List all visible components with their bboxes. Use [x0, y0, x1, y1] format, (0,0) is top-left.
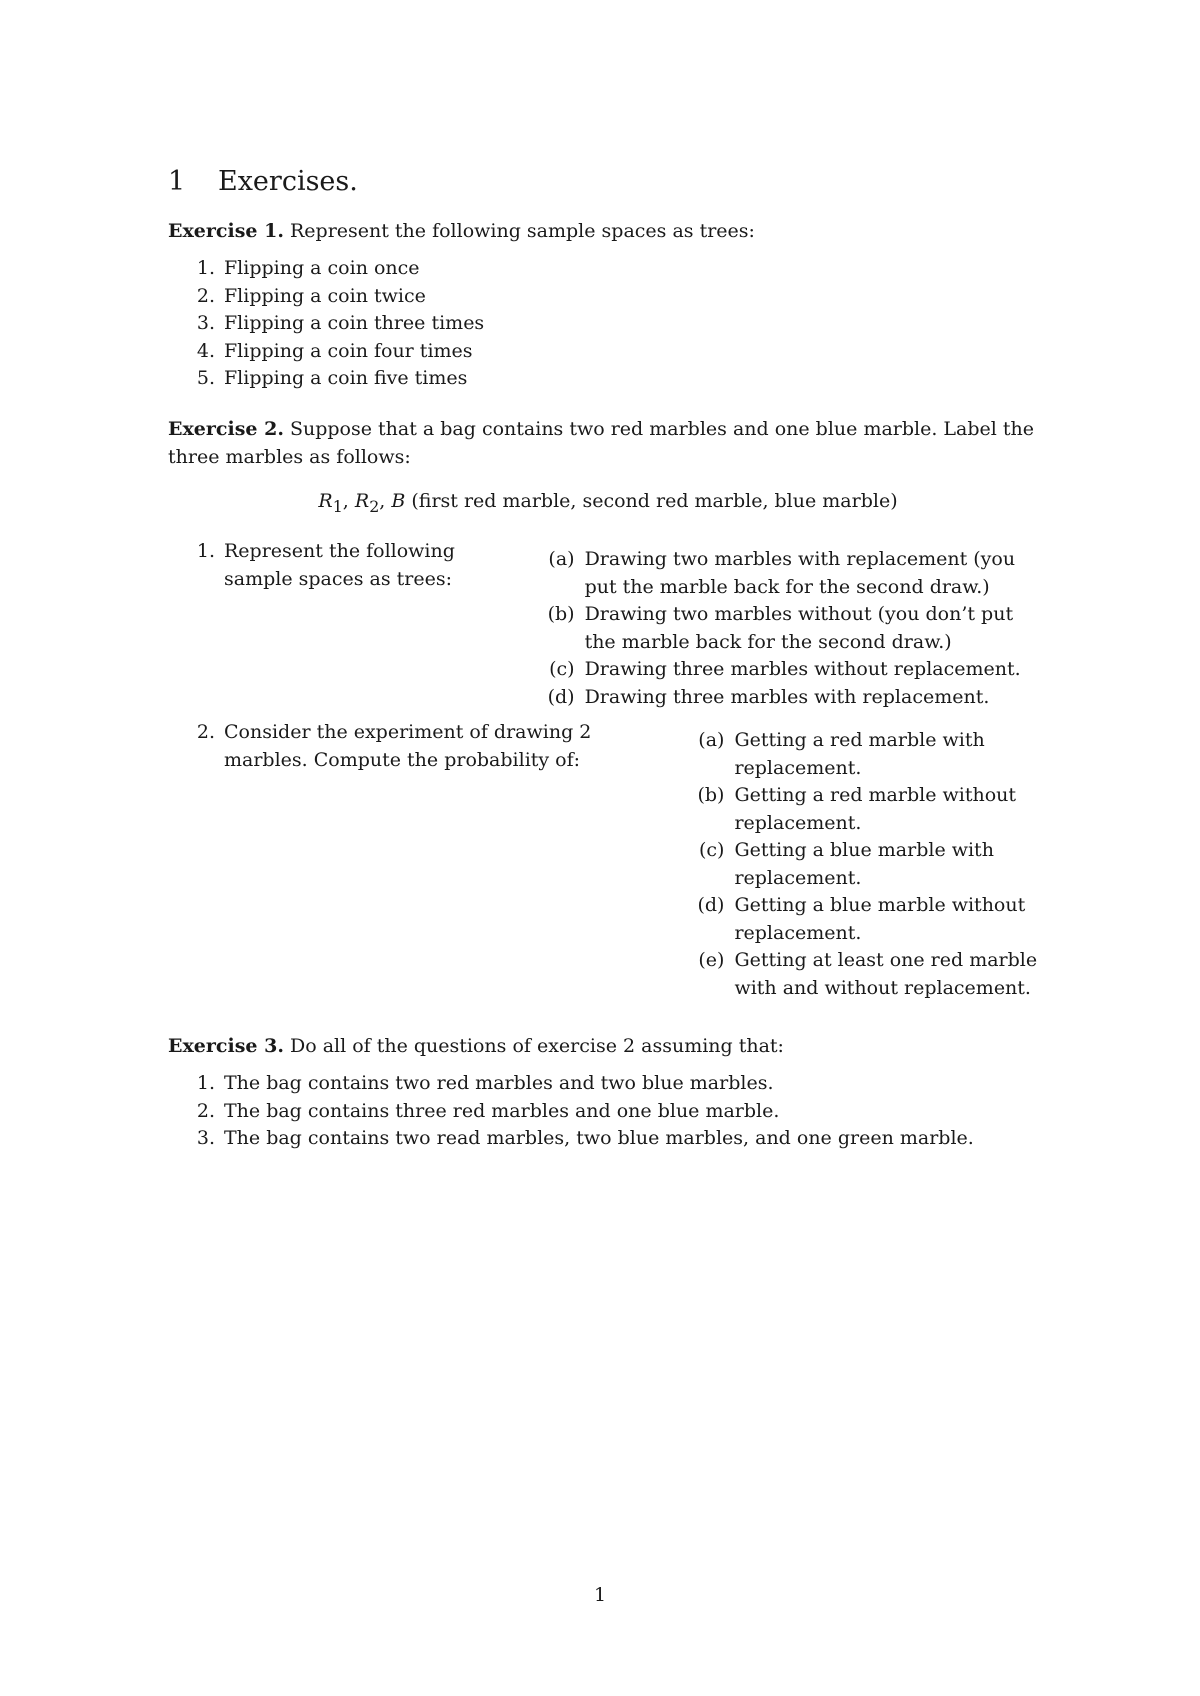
sub-item-text: Drawing two marbles without (you don’t put the marble back for the second draw.) — [584, 603, 1014, 653]
item-text: Flipping a coin twice — [224, 284, 426, 307]
item-text: Flipping a coin once — [224, 257, 420, 279]
section-heading — [168, 166, 1048, 197]
sublist-item — [481, 546, 1048, 601]
sublist-item — [630, 727, 1048, 782]
list-item — [168, 338, 1048, 366]
list-item — [168, 310, 1048, 338]
exercise-2-part-2-sublist — [630, 727, 1048, 1002]
exercise-1-text: Represent the following sample spaces as trees: — [283, 220, 755, 242]
sublist-item — [481, 601, 1048, 656]
exercise-2-list — [168, 538, 1048, 1010]
sub-item-number: (b) — [697, 784, 725, 807]
list-item — [168, 283, 1048, 311]
section-number: 1 — [168, 166, 186, 197]
item-text: Represent the following sample spaces as trees: — [224, 540, 455, 590]
sub-item-number: (c) — [549, 658, 575, 681]
sublist-item — [630, 947, 1048, 1002]
sublist-item — [481, 656, 1048, 684]
list-item — [168, 1125, 1048, 1153]
sublist-item — [481, 684, 1048, 712]
item-number: 3. — [196, 1127, 215, 1150]
sub-item-text: Getting a blue marble with replacement. — [734, 839, 994, 889]
exercise-1-label: Exercise 1. — [168, 220, 284, 242]
page-content — [168, 166, 1048, 1163]
exercise-3 — [168, 1032, 1048, 1060]
item-number: 2. — [196, 284, 215, 307]
list-item — [168, 365, 1048, 393]
sublist-item — [630, 892, 1048, 947]
item-number: 3. — [196, 312, 215, 334]
sub-item-text: Drawing three marbles with replacement. — [584, 685, 990, 708]
math-r1: R — [318, 489, 333, 512]
list-item — [168, 1098, 1048, 1126]
item-number: 2. — [196, 721, 215, 744]
math-r2-subscript: 2 — [369, 496, 380, 516]
section-title: Exercises. — [218, 166, 358, 197]
sub-item-number: (d) — [547, 685, 575, 708]
sub-item-text: Getting a red marble with replacement. — [734, 729, 985, 779]
page-number: 1 — [593, 1584, 607, 1606]
item-number: 1. — [196, 540, 215, 563]
item-text: Flipping a coin five times — [224, 367, 468, 389]
exercise-3-list — [168, 1070, 1048, 1153]
exercise-3-label: Exercise 3. — [168, 1035, 284, 1058]
sub-item-text: Getting a red marble without replacement. — [734, 784, 1017, 834]
exercise-1-list — [168, 255, 1048, 393]
math-description: (first red marble, second red marble, blue marble) — [411, 489, 898, 512]
math-b: B — [391, 489, 406, 512]
sub-item-text: Getting a blue marble without replacement. — [734, 894, 1026, 944]
math-r1-subscript: 1 — [332, 496, 343, 516]
exercise-2-label: Exercise 2. — [168, 417, 284, 440]
item-text: Flipping a coin three times — [224, 312, 485, 334]
math-r2: R — [354, 489, 370, 512]
sublist-item — [630, 837, 1048, 892]
list-item — [168, 719, 1048, 1010]
item-text: The bag contains two read marbles, two blue marbles, and one green marble. — [224, 1127, 974, 1150]
list-item — [168, 538, 1048, 719]
item-number: 2. — [196, 1099, 215, 1122]
sub-item-text: Drawing three marbles without replacement. — [584, 658, 1021, 681]
sub-item-number: (c) — [698, 839, 725, 862]
sub-item-number: (b) — [547, 603, 575, 626]
exercise-3-text: Do all of the questions of exercise 2 assuming that: — [283, 1035, 784, 1058]
item-number: 1. — [196, 257, 215, 279]
sub-item-number: (d) — [697, 894, 725, 917]
sublist-item — [630, 782, 1048, 837]
exercise-1 — [168, 217, 1048, 245]
list-item — [168, 1070, 1048, 1098]
sub-item-text: Drawing two marbles with replacement (you put the marble back for the second draw.) — [584, 548, 1016, 598]
sub-item-number: (a) — [548, 548, 575, 571]
item-text: The bag contains three red marbles and one blue marble. — [224, 1099, 780, 1122]
sub-item-number: (a) — [698, 729, 725, 752]
exercise-2-part-1-sublist — [481, 546, 1048, 711]
list-item — [168, 255, 1048, 283]
item-text: Flipping a coin four times — [224, 339, 473, 362]
sub-item-number: (e) — [698, 949, 725, 972]
item-text: Consider the experiment of drawing 2 marbles. Compute the probability of: — [224, 721, 592, 771]
marble-labels-equation: $R_1$, $R_2$, B (first red marble, second red marble, blue marble) — [318, 489, 898, 516]
item-number: 4. — [196, 339, 215, 362]
exercise-2-text: Suppose that a bag contains two red marbles and one blue marble. Label the three marbles as follows: — [168, 417, 1035, 468]
sub-item-text: Getting at least one red marble with and without replacement. — [734, 949, 1038, 999]
item-number: 5. — [196, 367, 215, 389]
item-text: The bag contains two red marbles and two blue marbles. — [224, 1072, 774, 1095]
item-number: 1. — [196, 1072, 215, 1095]
exercise-2 — [168, 415, 1048, 471]
